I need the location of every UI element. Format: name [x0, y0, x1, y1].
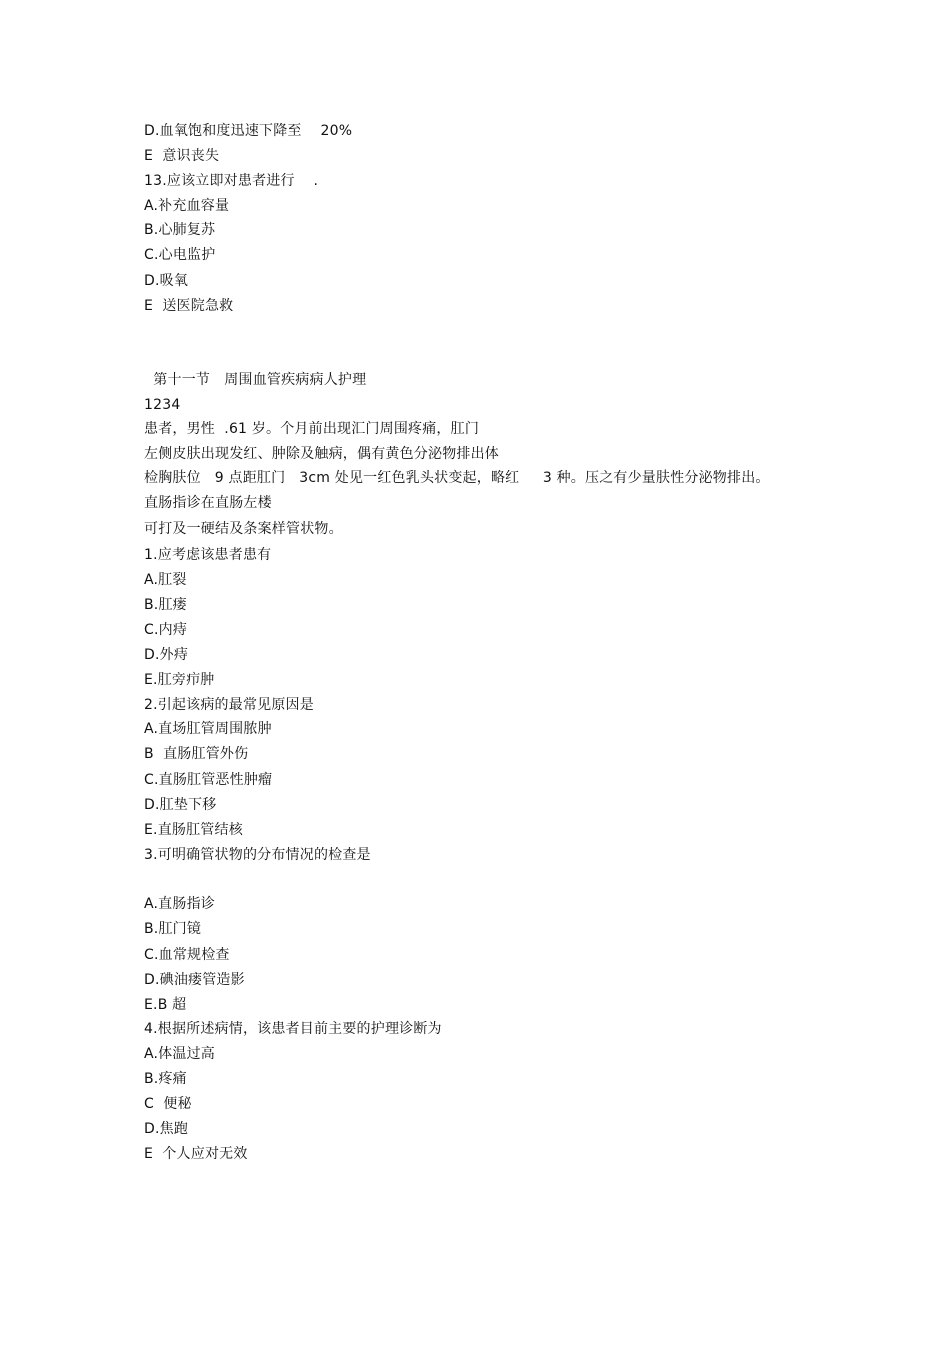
section-heading: 第十一节 周围血管疾病病人护理 [144, 372, 367, 388]
case-text-line-5: 可打及一硬结及条案样管状物。 [144, 521, 343, 537]
option-c-q13: C.心电监护 [144, 247, 216, 263]
option-e-q12: E 意识丧失 [144, 148, 220, 164]
case-text-line-4: 直肠指诊在直肠左楼 [144, 495, 272, 511]
option-c-q2: C.直肠肛管恶性肿瘤 [144, 772, 273, 788]
question-4: 4.根据所述病情，该患者目前主要的护理诊断为 [144, 1021, 442, 1037]
option-d-q12: D.血氧饱和度迅速下降至 20% [144, 123, 353, 139]
option-e-q2: E.直肠肛管结核 [144, 822, 243, 838]
question-3: 3.可明确管状物的分布情况的检查是 [144, 847, 371, 863]
option-e-q3: E.B 超 [144, 997, 187, 1013]
option-e-q4: E 个人应对无效 [144, 1146, 248, 1162]
option-b-q2: B 直肠肛管外伤 [144, 746, 249, 762]
option-a-q13: A.补充血容量 [144, 198, 230, 214]
option-c-q4: C 便秘 [144, 1096, 192, 1112]
option-c-q3: C.血常规检查 [144, 947, 230, 963]
case-number: 1234 [144, 397, 181, 413]
question-13: 13.应该立即对患者进行 . [144, 173, 319, 189]
option-c-q1: C.内痔 [144, 622, 188, 638]
option-a-q3: A.直肠指诊 [144, 896, 215, 912]
option-b-q13: B.心肺复苏 [144, 222, 216, 238]
option-d-q2: D.肛垫下移 [144, 797, 217, 813]
question-1: 1.应考虑该患者患有 [144, 547, 272, 563]
option-a-q4: A.体温过高 [144, 1046, 215, 1062]
option-b-q4: B.疼痛 [144, 1071, 187, 1087]
case-text-line-3: 检胸肤位 9 点距肛门 3cm 处见一红色乳头状变起，略红 3 种。压之有少量肤性分泌物排出。 [144, 470, 770, 486]
option-d-q3: D.碘油瘘管造影 [144, 972, 245, 988]
option-d-q1: D.外痔 [144, 647, 189, 663]
option-a-q2: A.直场肛管周围脓肿 [144, 721, 272, 737]
option-d-q13: D.吸氧 [144, 273, 189, 289]
option-e-q1: E.肛旁疖肿 [144, 672, 215, 688]
option-d-q4: D.焦跑 [144, 1121, 189, 1137]
option-b-q1: B.肛瘘 [144, 597, 187, 613]
case-text-line-2: 左侧皮肤出现发红、肿除及触病，偶有黄色分泌物排出体 [144, 446, 499, 462]
option-a-q1: A.肛裂 [144, 572, 187, 588]
option-b-q3: B.肛门镜 [144, 921, 202, 937]
option-e-q13: E 送医院急救 [144, 298, 234, 314]
question-2: 2.引起该病的最常见原因是 [144, 697, 314, 713]
case-text-line-1: 患者，男性 .61 岁。个月前出现汇门周围疼痛，肛门 [144, 421, 480, 437]
